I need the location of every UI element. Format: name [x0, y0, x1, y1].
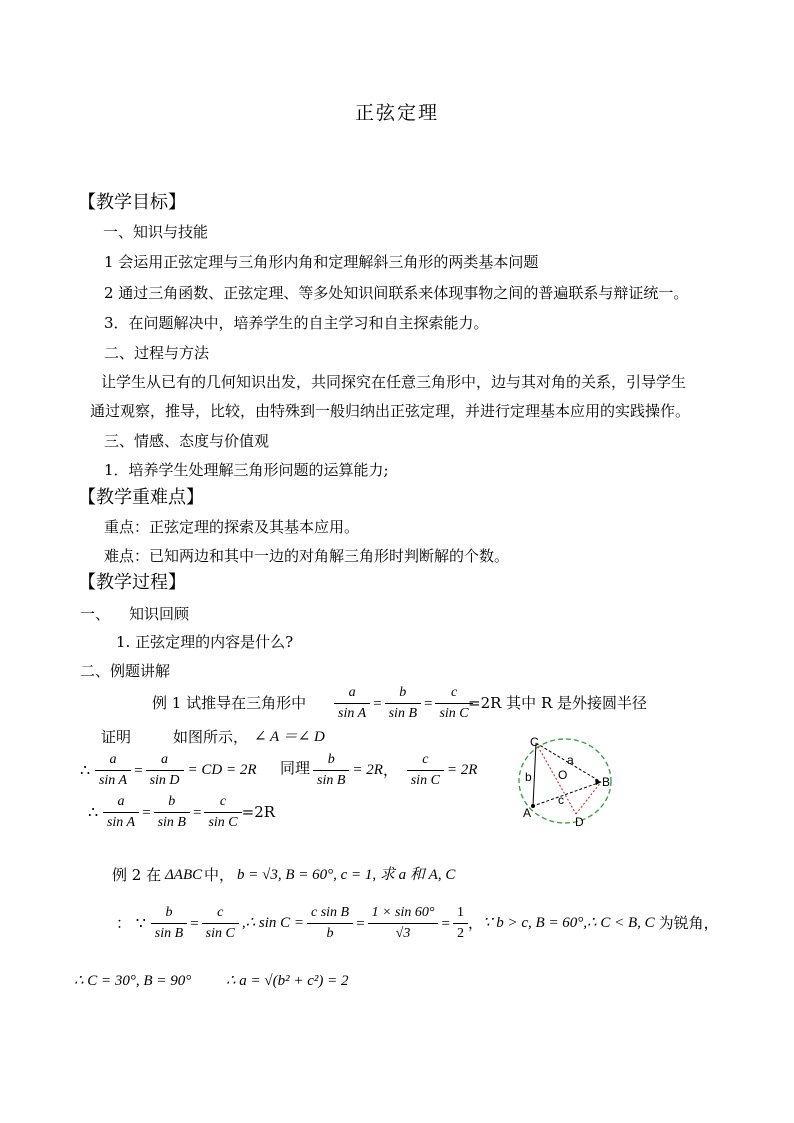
goals-sub-process: 二、过程与方法 [104, 344, 210, 362]
page-title: 正弦定理 [355, 102, 440, 124]
vertex-b-label: B [602, 775, 611, 789]
same-as-label: 同理 [280, 759, 311, 777]
proof-line-1-b: $\frac{b}{\text{sin B}}$ = 2R， $\frac{c}{\text{sin C}}$ = 2R [313, 753, 477, 788]
vertex-d-label: D [575, 815, 584, 828]
vertex-a-label: A [523, 806, 532, 820]
example2-result-a: ∴ a = √(b² + c²) = 2 [226, 973, 349, 989]
keypoint-focus: 重点：正弦定理的探索及其基本应用。 [104, 518, 360, 536]
goals-para-2: 通过观察，推导，比较，由特殊到一般归纳出正弦定理，并进行定理基本应用的实践操作。 [90, 402, 691, 420]
goals-sub-values: 三、情感、态度与价值观 [104, 432, 270, 450]
fraction-b-sinB: $\frac{b}{\text{sin B}}$ [151, 906, 187, 941]
fraction-c-sinC: $\frac{c}{\text{sin C}}$ [435, 686, 472, 721]
proof-line-2: ∴ $\frac{a}{\text{sin A}}$ = $\frac{b}{\text{sin B}}$ = $\frac{c}{\text{sin C}}$ =2R [88, 794, 276, 830]
fraction-one-half: $\frac{1}{2}$ [453, 906, 468, 941]
fraction-b-sinB: $\frac{b}{\text{sin B}}$ [313, 753, 349, 788]
side-b-line [533, 743, 536, 806]
vertex-c-label: C [530, 735, 539, 749]
example2-mid: 中， [204, 866, 235, 884]
goals-item-2: 2 通过三角函数、正弦定理、等多处知识间联系来体现事物之间的普遍联系与辩证统一。 [104, 284, 689, 302]
section-keypoints-heading: 【教学重难点】 [78, 487, 204, 508]
side-a-label: a [567, 753, 574, 767]
goals-para-1: 让学生从已有的几何知识出发，共同探究在任意三角形中，边与其对角的关系，引导学生 [101, 373, 687, 391]
example1-prefix: 例 1 试推导在三角形中 [152, 694, 307, 712]
review-question: 1. 正弦定理的内容是什么? [116, 633, 294, 651]
vertex-a-dot [531, 804, 535, 808]
section-process-heading: 【教学过程】 [78, 572, 186, 593]
example2-prefix: 例 2 在 [112, 866, 162, 884]
fraction-c-sinC: $\frac{c}{\text{sin C}}$ [407, 753, 444, 788]
side-b-label: b [525, 770, 532, 784]
fraction-a-sinA: $\frac{a}{\text{sin A}}$ [103, 795, 139, 830]
side-c-line [533, 782, 601, 806]
fraction-csinB-b: $\frac{\text{c sin B}}{b}$ [307, 906, 353, 941]
fraction-b-sinB: $\frac{b}{\text{sin B}}$ [385, 686, 421, 721]
section-goals-heading: 【教学目标】 [78, 192, 186, 213]
fraction-c-sinC: $\frac{c}{\text{sin C}}$ [204, 795, 241, 830]
goals-item-4: 1．培养学生处理解三角形问题的运算能力; [104, 461, 389, 479]
proof-label: 证明 [101, 728, 132, 746]
example1-formula: $\frac{a}{\text{sin A}}$ = $\frac{b}{\text{sin B}}$ = $\frac{c}{\text{sin C}}$ [334, 686, 473, 721]
proof-line-1: ∴ $\frac{a}{\text{sin A}}$ = $\frac{a}{\text{sin D}}$ = CD = 2R [80, 752, 257, 788]
example1-suffix: =2R 其中 R 是外接圆半径 [468, 694, 648, 712]
example2-triangle: ΔABC [165, 867, 203, 883]
goals-sub-knowledge: 一、知识与技能 [103, 223, 209, 241]
goals-item-1: 1 会运用正弦定理与三角形内角和定理解斜三角形的两类基本问题 [104, 253, 539, 271]
fraction-sin60-sqrt3: $\frac{1 \times \sin 60^\circ}{√3}$ [368, 906, 439, 941]
example2-solution-1: ： ∵ $\frac{b}{\text{sin B}}$ = $\frac{c}{\text{sin C}}$ ,∴ sin C = $\frac{\text{c sin B}}{b}$ = $\frac{1 \times \sin 60^\circ}{√3}$ = $\frac{1}{2}$ ，∵ b > c, B = 60°,∴ C < B, C 为锐角， [116, 905, 719, 941]
chord-db-line [576, 782, 601, 814]
side-c-label: c [558, 793, 564, 807]
center-o-label: O [558, 768, 568, 782]
proof-text: 如图所示， [173, 728, 249, 746]
example2-given: b = √3, B = 60°, c = 1, 求 a 和 A, C [237, 867, 456, 883]
fraction-a-sinD: $\frac{a}{\text{sin D}}$ [146, 753, 184, 788]
fraction-c-sinC: $\frac{c}{\text{sin C}}$ [202, 906, 239, 941]
fraction-a-sinA: $\frac{a}{\text{sin A}}$ [95, 753, 131, 788]
circumcircle-figure [510, 734, 620, 828]
goals-item-3: 3．在问题解决中，培养学生的自主学习和自主探索能力。 [104, 314, 489, 332]
fraction-b-sinB: $\frac{b}{\text{sin B}}$ [154, 795, 190, 830]
example2-result-angles: ∴ C = 30°, B = 90° [74, 973, 192, 989]
step1-label: 知识回顾 [129, 605, 190, 623]
fraction-a-sinA: $\frac{a}{\text{sin A}}$ [334, 686, 370, 721]
step1-number: 一、 [80, 605, 111, 623]
keypoint-difficulty: 难点：已知两边和其中一边的对角解三角形时判断解的个数。 [104, 547, 510, 565]
step2-label: 二、例题讲解 [80, 662, 171, 680]
angle-equation: ∠ A ＝∠ D [254, 729, 325, 745]
